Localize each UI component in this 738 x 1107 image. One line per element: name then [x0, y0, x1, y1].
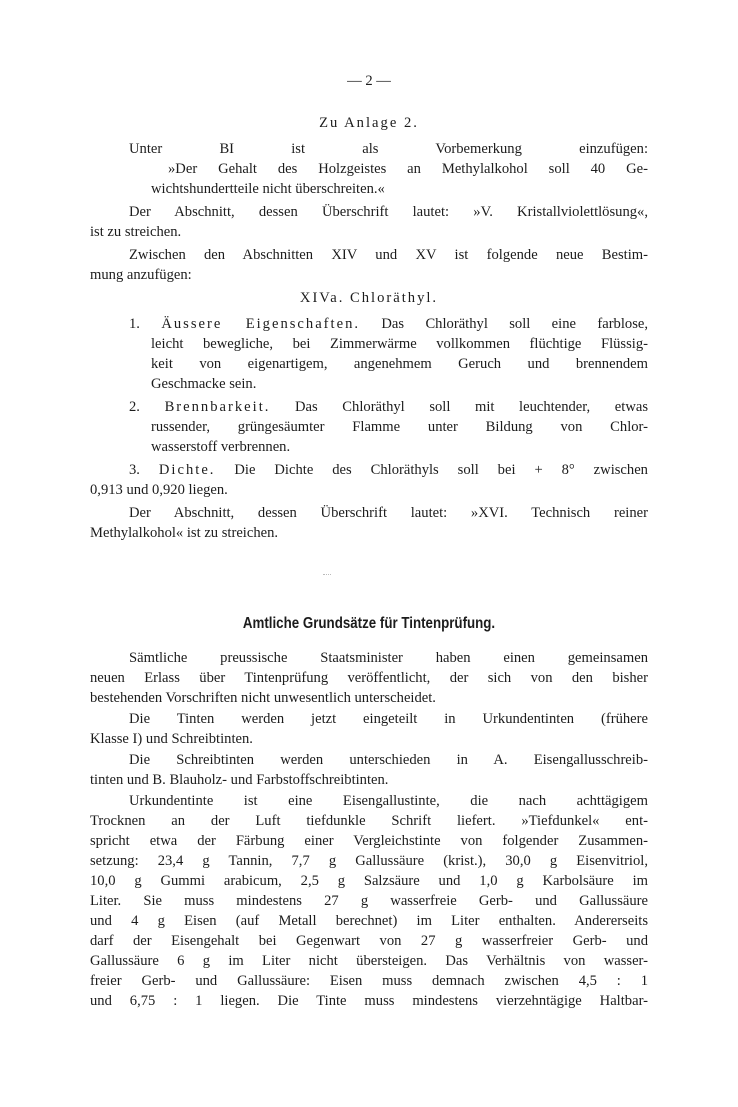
list-item-2-first-line [129, 398, 648, 417]
text-line: Gallussäure 6 g im Liter nicht übersteigen. Das Verhältnis von wasser- [90, 953, 648, 969]
item-term: Dichte. [158, 462, 216, 478]
text-line: und 6,75 : 1 liegen. Die Tinte muss mindestens vierzehntägige Haltbar- [90, 993, 648, 1009]
text-line: Zwischen den Abschnitten XIV und XV ist folgende neue Bestim- [129, 247, 648, 263]
text-line: ist zu streichen. [90, 224, 182, 240]
text-line: Die Schreibtinten werden unterschieden in A. Eisengallusschreib- [129, 752, 648, 768]
text-line: russender, grüngesäumter Flamme unter Bildung von Chlor- [151, 419, 648, 435]
text-line: spricht etwa der Färbung einer Vergleichstinte von folgender Zusammen- [90, 833, 648, 849]
text-line: setzung: 23,4 g Tannin, 7,7 g Gallussäure (krist.), 30,0 g Eisenvitriol, [90, 853, 648, 869]
text-line: »Der Gehalt des Holzgeistes an Methylalkohol soll 40 Ge- [168, 161, 648, 177]
text-line: Sämtliche preussische Staatsminister haben einen gemeinsamen [129, 650, 648, 666]
text-line: und 4 g Eisen (auf Metall berechnet) im Liter enthalten. Andererseits [90, 913, 648, 929]
item-text: Die Dichte des Chloräthyls soll bei + 8° zwischen [234, 462, 648, 478]
text-line: Trocknen an der Luft tiefdunkle Schrift liefert. »Tiefdunkel« ent- [90, 813, 648, 829]
text-line: mung anzufügen: [90, 267, 192, 283]
text-line: wasserstoff verbrennen. [151, 439, 291, 455]
text-line: Liter. Sie muss mindestens 27 g wasserfreie Gerb- und Gallussäure [90, 893, 648, 909]
text-line: darf der Eisengehalt bei Gegenwart von 27 g wasserfreier Gerb- und [90, 933, 648, 949]
page-number: — 2 — [347, 73, 391, 89]
list-item-1-first-line [129, 315, 648, 334]
text-line: 10,0 g Gummi arabicum, 2,5 g Salzsäure und 1,0 g Karbolsäure im [90, 873, 648, 889]
text-line: neuen Erlass über Tintenprüfung veröffentlicht, der sich von den bisher [90, 670, 648, 686]
text-line: freier Gerb- und Gallussäure: Eisen muss demnach zwischen 4,5 : 1 [90, 973, 648, 989]
text-line: Methylalkohol« ist zu streichen. [90, 525, 279, 541]
text-line: Unter BI ist als Vorbemerkung einzufügen: [129, 141, 648, 157]
item-number: 3. [129, 462, 140, 478]
text-line: 0,913 und 0,920 liegen. [90, 482, 228, 498]
text-line: Die Tinten werden jetzt eingeteilt in Urkundentinten (frühere [129, 711, 648, 727]
text-line: bestehenden Vorschriften nicht unwesentlich unterscheidet. [90, 690, 436, 706]
text-line: Klasse I) und Schreibtinten. [90, 731, 253, 747]
item-number: 1. [129, 316, 140, 332]
section-title-anlage: Zu Anlage 2. [319, 115, 419, 131]
item-term: Äussere Eigenschaften. [161, 316, 361, 332]
item-term: Brennbarkeit. [164, 399, 271, 415]
item-number: 2. [129, 399, 140, 415]
text-line: Urkundentinte ist eine Eisengallustinte, die nach achttägigem [129, 793, 648, 809]
text-line: Der Abschnitt, dessen Überschrift lautet: »V. Kristallviolettlösung«, [129, 204, 648, 220]
subheading-chloraethyl: XIVa. Chloräthyl. [299, 290, 439, 306]
text-line: wichtshundertteile nicht überschreiten.« [151, 181, 385, 197]
item-text: Das Chloräthyl soll mit leuchtender, etwas [295, 399, 649, 415]
list-item-3-first-line [129, 461, 648, 480]
separator-mark [323, 574, 331, 577]
text-line: leicht bewegliche, bei Zimmerwärme vollkommen flüchtige Flüssig- [151, 336, 648, 352]
text-line: Der Abschnitt, dessen Überschrift lautet: »XVI. Technisch reiner [129, 505, 648, 521]
text-line: Geschmacke sein. [151, 376, 257, 392]
text-line: keit von eigenartigem, angenehmem Geruch und brennendem [151, 356, 648, 372]
text-line: tinten und B. Blauholz- und Farbstoffschreibtinten. [90, 772, 389, 788]
section-title-tintenpruefung: Amtliche Grundsätze für Tintenprüfung. [242, 615, 496, 632]
item-text: Das Chloräthyl soll eine farblose, [381, 316, 649, 332]
